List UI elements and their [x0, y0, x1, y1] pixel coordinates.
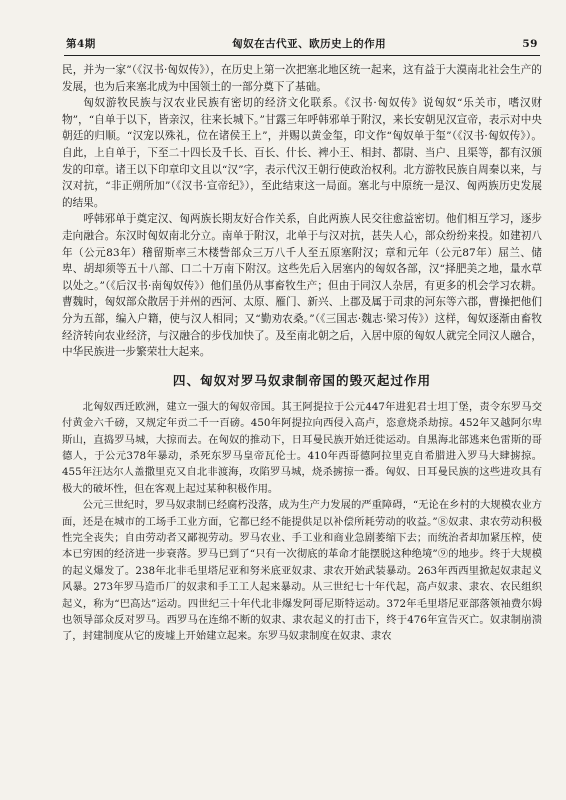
article-body [62, 62, 542, 784]
paragraph-1: 民，并为一家”（《汉书·匈奴传》），在历史上第一次把塞北地区统一起来，这有益于大漠南北社会生产的发展，也为后来塞北成为中国领土的一部分奠下了基础。 [62, 64, 542, 93]
paragraph-2: 匈奴游牧民族与汉农业民族有密切的经济文化联系。《汉书·匈奴传》说匈奴“乐关市，嗜汉财物”，“自单于以下，皆亲汉，往来长城下。”甘露三年呼韩邪单于附汉，来长安朝见汉宣帝，表示对中央朝廷的归顺。“汉宠以殊礼，位在诸侯王上”，并赐以黄金玺，印文作“匈奴单于玺”（《汉书·匈奴传》）。自此，上自单于，下至二十四长及千长、百长、什长、裨小王、相封、都尉、当户、且渠等，都有汉颁发的印章。诸王以下印章印文且以“汉”字，表示代汉王朝行使政治权利。北方游牧民族自周秦以来，与汉对抗，“非正朔所加”（《汉书·宣帝纪》），至此结束这一局面。塞北与中原统一是汉、匈两族历史发展的结果。 [62, 97, 542, 209]
section-paragraph-1: 北匈奴西迁欧洲，建立一强大的匈奴帝国。其王阿提拉于公元447年进犯君士坦丁堡，责令东罗马交付黄金六千磅，又规定年贡二千一百磅。450年阿提拉向西侵入高卢，恣意烧杀劫掠。452年又越阿尔卑斯山，直捣罗马城，大掠而去。在匈奴的推动下，日耳曼民族开始迁徙运动。自黑海北部逃来色雷斯的哥德人，于公元378年暴动，杀死东罗马皇帝瓦伦士。410年西哥德阿拉里克自希腊进入罗马大肆掳掠。455年汪达尔人盖撒里克又自北非渡海，攻陷罗马城，烧杀掳掠一番。匈奴、日耳曼民族的这些进攻具有极大的破坏性，但在客观上起过某种积极作用。 [62, 400, 542, 495]
paragraph-3: 呼韩邪单于奠定汉、匈两族长期友好合作关系，自此两族人民交往愈益密切。他们相互学习，逐步走向融合。东汉时匈奴南北分立。南单于附汉，北单于与汉对抗，甚失人心，部众纷纷来投。如建初八年（公元83年）稽留斯率三木楼訾部众三万八千人至五原塞附汉；章和元年（公元87年）屈兰、储卑、胡却须等五十八部、口二十万南下附汉。这些先后入居塞内的匈奴各部，汉“择肥美之地，量水草以处之。”（《后汉书·南匈奴传》）他们虽仍从事畜牧生产；但由于同汉人杂居，有更多的机会学习农耕。曹魏时，匈奴部众散居于并州的西河、太原、雁门、新兴、上郡及属于司隶的河东等六郡，曹操把他们分为五部，编入户籍，使与汉人相同；又“勤劝农桑。”（《三国志·魏志·梁习传》）这样，匈奴逐渐由畜牧经济转向农业经济，与汉融合的步伐加快了。及至南北朝之后，入居中原的匈奴人就完全同汉人融合，中华民族进一步繁荣壮大起来。 [62, 213, 542, 359]
running-header [66, 36, 538, 52]
issue-number: 第4期 [66, 38, 96, 50]
article-title: 匈奴在古代亚、欧历史上的作用 [232, 38, 387, 50]
header-rule [64, 55, 540, 56]
section-paragraph-2: 公元三世纪时，罗马奴隶制已经腐朽没落，成为生产力发展的严重障碍，“无论在乡村的大规模农业方面，还是在城市的工场手工业方面，它都已经不能提供足以补偿所耗劳动的收益。”⑧奴隶、隶农劳动积极性完全丧失；自由劳动者又鄙视劳动。罗马农业、手工业和商业急剧萎缩下去；而统治者却加紧压榨，使本已穷困的经济进一步衰落。罗马已到了“只有一次彻底的革命才能摆脱这种绝境”⑨的地步。终于大规模的起义爆发了。238年北非毛里塔尼亚和努米底亚奴隶、隶农开始武装暴动。263年西西里掀起奴隶起义风暴。273年罗马造币厂的奴隶和手工工人起来暴动。从三世纪七十年代起，高卢奴隶、隶农、农民组织起义，称为“巴高达”运动。四世纪三十年代北非爆发阿哥尼斯特运动。372年毛里塔尼亚部落领袖费尔姆也领导部众反对罗马。西罗马在连绵不断的奴隶、隶农起义的打击下，终于476年宣告灭亡。奴隶制崩溃了，封建制度从它的废墟上开始建立起来。东罗马奴隶制度在奴隶、隶农 [62, 499, 542, 643]
section-heading: 四、匈奴对罗马奴隶制帝国的毁灭起过作用 [172, 372, 432, 388]
page-number: 59 [522, 38, 538, 50]
